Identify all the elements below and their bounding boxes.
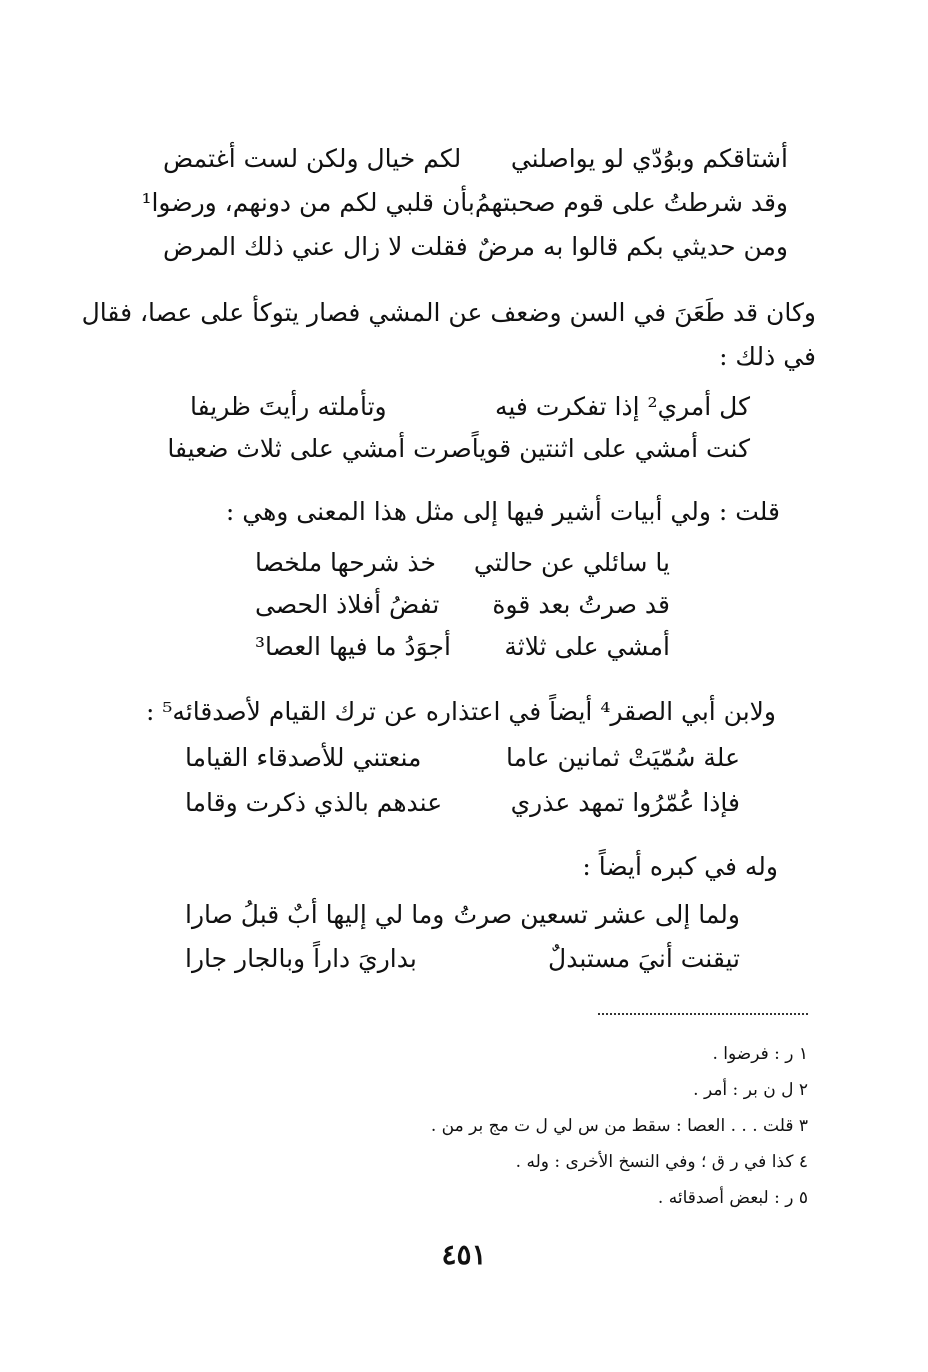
verse-hemistich-second: تفضُ أفلاذ الحصى xyxy=(255,590,440,619)
verse-hemistich-second: بداريَ داراً وبالجار جارا xyxy=(185,944,417,973)
prose-line: قلت : ولي أبيات أشير فيها إلى مثل هذا المعنى وهي : xyxy=(225,497,780,526)
prose-line: في ذلك : xyxy=(719,342,816,371)
verse-hemistich-first: أشتاقكم وبوُدّي لو يواصلني xyxy=(510,144,788,173)
verse-hemistich-first: تيقنت أنيَ مستبدلٌ xyxy=(548,944,740,973)
verse-hemistich-first: كل أمري² إذا تفكرت فيه xyxy=(494,392,750,421)
verse-hemistich-first: قد صرتُ بعد قوة xyxy=(492,590,670,619)
footnote: ٢ ل ن بر : أمر . xyxy=(693,1080,808,1100)
footnote: ١ ر : فرضوا . xyxy=(712,1044,808,1064)
footnote: ٤ كذا في ر ق ؛ وفي النسخ الأخرى : وله . xyxy=(515,1152,808,1172)
verse-couplet xyxy=(167,434,750,463)
verse-hemistich-first: فإذا عُمّرُوا تمهد عذري xyxy=(510,788,740,817)
page-number: ٤٥١ xyxy=(441,1238,487,1271)
verse-couplet xyxy=(185,946,740,971)
verse-hemistich-first: علة سُمّيَتْ ثمانين عاما xyxy=(505,743,740,772)
verse-couplet xyxy=(255,592,670,617)
verse-hemistich-second: وما لي إليها أبٌ قبلُ صارا xyxy=(185,900,445,929)
verse-hemistich-second: صرت أمشي على ثلاث ضعيفا xyxy=(167,434,472,463)
verse-hemistich-second: خذ شرحها ملخصا xyxy=(255,548,436,577)
footnote: ٥ ر : لبعض أصدقائه . xyxy=(657,1188,808,1208)
verse-couplet xyxy=(141,188,788,217)
verse-hemistich-first: يا سائلي عن حالتي xyxy=(473,548,670,577)
prose-line: وكان قد طَعَنَ في السن وضعف عن المشي فصار يتوكأ على عصا، فقال xyxy=(81,298,816,327)
verse-couplet xyxy=(255,550,670,575)
verse-couplet xyxy=(190,394,750,419)
verse-hemistich-second: عندهم بالذي ذكرت وقاما xyxy=(185,788,443,817)
verse-hemistich-first: أمشي على ثلاثة xyxy=(504,632,670,661)
verse-hemistich-first: كنت أمشي على اثنتين قوياً xyxy=(471,434,750,463)
verse-hemistich-second: أجوَدُ ما فيها العصا³ xyxy=(255,632,451,661)
verse-hemistich-second: بأن قلبي لكم من دونهم، ورضوا¹ xyxy=(141,188,475,217)
verse-couplet xyxy=(255,634,670,659)
verse-couplet xyxy=(185,745,740,770)
verse-hemistich-first: وقد شرطتُ على قوم صحبتهمُ xyxy=(474,188,788,217)
verse-hemistich-first: ولما إلى عشر تسعين صرتُ xyxy=(453,900,740,929)
verse-hemistich-second: منعتني للأصدقاء القياما xyxy=(185,743,422,772)
verse-couplet xyxy=(163,234,788,259)
footnote-separator xyxy=(598,1013,808,1015)
verse-couplet xyxy=(185,902,740,927)
prose-line: وله في كبره أيضاً : xyxy=(582,852,778,881)
footnote: ٣ قلت . . . العصا : سقط من س لي ل ت مج بر من . xyxy=(430,1116,808,1136)
verse-hemistich-first: ومن حديثي بكم قالوا به مرضٌ xyxy=(477,232,788,261)
verse-hemistich-second: وتأملته رأيتَ ظريفا xyxy=(190,392,387,421)
verse-couplet xyxy=(163,146,788,171)
prose-line: ولابن أبي الصقر⁴ أيضاً في اعتذاره عن ترك القيام لأصدقائه⁵ : xyxy=(145,697,776,726)
verse-hemistich-second: لكم خيال ولكن لست أغتمض xyxy=(163,144,462,173)
verse-couplet xyxy=(185,790,740,815)
verse-hemistich-second: فقلت لا زال عني ذلك المرض xyxy=(163,232,468,261)
